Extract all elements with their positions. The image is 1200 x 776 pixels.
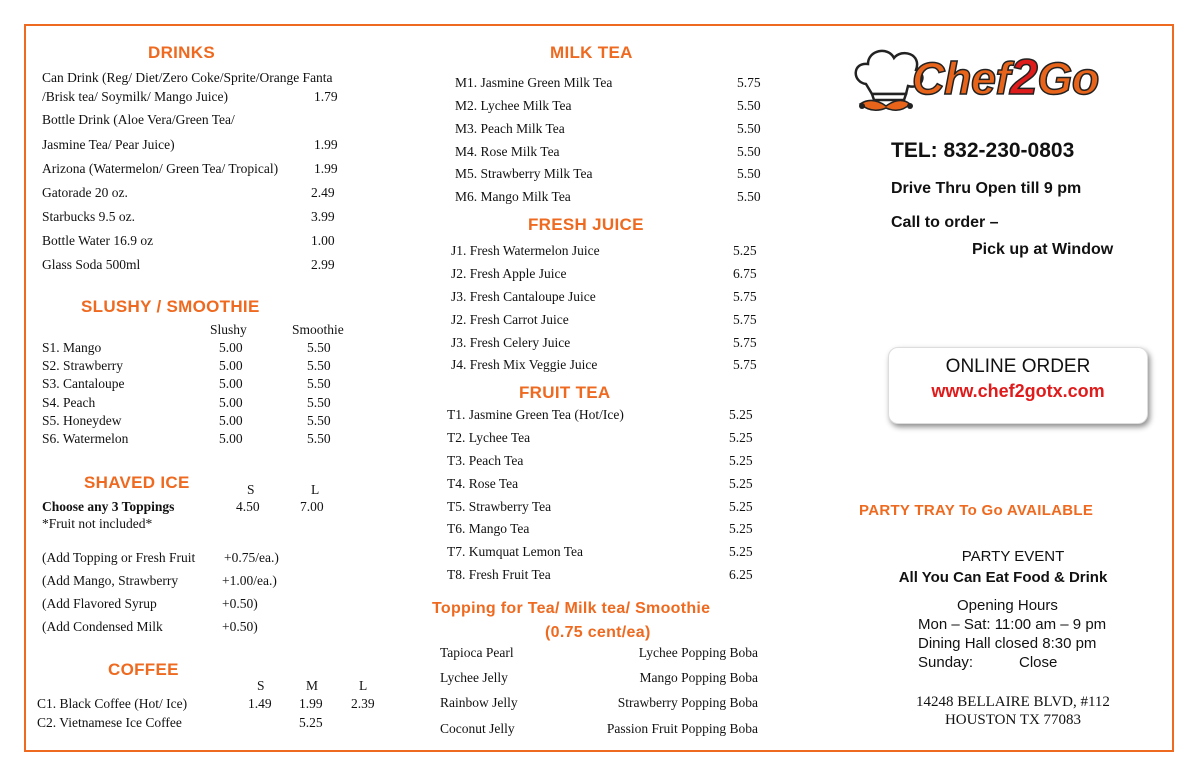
drink-item-price: 3.99 — [311, 209, 335, 224]
sunday-value: Close — [1019, 654, 1058, 671]
slushy-price: 5.00 — [219, 340, 243, 355]
milk-tea-item-price: 5.50 — [737, 98, 761, 113]
sunday-label: Sunday: — [918, 654, 974, 671]
fruit-tea-item-price: 5.25 — [729, 499, 753, 514]
drink-item-name: Bottle Water 16.9 oz — [42, 233, 154, 248]
slushy-item-name: S4. Peach — [42, 395, 96, 410]
fruit-tea-item-name: T7. Kumquat Lemon Tea — [447, 544, 584, 559]
hours-mon-sat: Mon – Sat: 11:00 am – 9 pm — [918, 616, 1107, 633]
addon-name: (Add Mango, Strawberry — [42, 573, 179, 588]
fruit-tea-item-name: T5. Strawberry Tea — [447, 499, 552, 514]
call-to-order: Call to order – — [891, 214, 999, 231]
milk-tea-item-name: M6. Mango Milk Tea — [455, 189, 571, 204]
milk-tea-item-price: 5.50 — [737, 144, 761, 159]
slushy-price: 5.00 — [219, 376, 243, 391]
topping-item: Tapioca Pearl — [440, 645, 514, 660]
choose-toppings: Choose any 3 Toppings — [42, 499, 175, 514]
milk-tea-item-name: M5. Strawberry Milk Tea — [455, 166, 593, 181]
juice-item-name: J1. Fresh Watermelon Juice — [451, 243, 600, 258]
pickup-window: Pick up at Window — [972, 241, 1114, 258]
online-order-title: ONLINE ORDER — [945, 356, 1091, 377]
juice-item-price: 5.25 — [733, 243, 757, 258]
slushy-price: 5.00 — [219, 431, 243, 446]
shaved-price-small: 4.50 — [236, 499, 260, 514]
drink-item-price: 1.00 — [311, 233, 335, 248]
fruit-tea-item-name: T1. Jasmine Green Tea (Hot/Ice) — [447, 407, 624, 422]
size-large-label: L — [359, 678, 368, 693]
smoothie-price: 5.50 — [307, 340, 331, 355]
drink-item-name: Gatorade 20 oz. — [42, 185, 128, 200]
drink-item-price: 2.99 — [311, 257, 335, 272]
topping-item: Coconut Jelly — [440, 721, 515, 736]
coffee-price-medium: 1.99 — [299, 696, 323, 711]
fruit-tea-heading: FRUIT TEA — [519, 383, 611, 402]
topping-heading: Topping for Tea/ Milk tea/ Smoothie — [432, 600, 711, 617]
addon-price: +0.50) — [222, 596, 258, 611]
dining-hall-hours: Dining Hall closed 8:30 pm — [918, 635, 1097, 652]
size-large-label: L — [311, 482, 320, 497]
fruit-tea-item-name: T3. Peach Tea — [447, 453, 524, 468]
juice-item-name: J3. Fresh Cantaloupe Juice — [451, 289, 596, 304]
party-tray-banner: PARTY TRAY To Go AVAILABLE — [859, 502, 1094, 519]
drink-item-name: Can Drink (Reg/ Diet/Zero Coke/Sprite/Orange Fanta — [42, 70, 333, 85]
topping-item: Passion Fruit Popping Boba — [606, 721, 758, 736]
fruit-tea-item-price: 5.25 — [729, 430, 753, 445]
juice-item-name: J2. Fresh Carrot Juice — [451, 312, 569, 327]
topping-price-note: (0.75 cent/ea) — [545, 624, 651, 641]
slushy-price: 5.00 — [219, 358, 243, 373]
logo-word-go: Go — [1037, 53, 1099, 104]
phone-number[interactable]: TEL: 832-230-0803 — [891, 139, 1075, 162]
milk-tea-item-price: 5.50 — [737, 121, 761, 136]
drink-item-name: Bottle Drink (Aloe Vera/Green Tea/ — [42, 112, 235, 127]
fruit-tea-item-price: 5.25 — [729, 453, 753, 468]
drink-item-name: Glass Soda 500ml — [42, 257, 141, 272]
topping-item: Lychee Popping Boba — [638, 645, 758, 660]
milk-tea-heading: MILK TEA — [550, 43, 633, 62]
drinks-heading: DRINKS — [148, 43, 215, 62]
slushy-heading: SLUSHY / SMOOTHIE — [81, 297, 260, 316]
smoothie-price: 5.50 — [307, 358, 331, 373]
milk-tea-item-price: 5.50 — [737, 189, 761, 204]
address-line-2: HOUSTON TX 77083 — [944, 712, 1082, 728]
coffee-heading: COFFEE — [108, 660, 179, 679]
chef2go-logo — [850, 42, 1160, 122]
topping-item: Rainbow Jelly — [440, 695, 518, 710]
slushy-item-name: S2. Strawberry — [42, 358, 123, 373]
coffee-item-name: C1. Black Coffee (Hot/ Ice) — [37, 696, 188, 711]
fruit-tea-item-price: 5.25 — [729, 407, 753, 422]
topping-item: Mango Popping Boba — [639, 670, 758, 685]
smoothie-price: 5.50 — [307, 395, 331, 410]
drink-item-price: 1.99 — [314, 137, 338, 152]
juice-item-price: 6.75 — [733, 266, 757, 281]
opening-hours-title: Opening Hours — [957, 597, 1058, 614]
addon-price: +0.75/ea.) — [224, 550, 279, 565]
website-link[interactable]: www.chef2gotx.com — [931, 381, 1105, 401]
slushy-item-name: S1. Mango — [42, 340, 102, 355]
smoothie-price: 5.50 — [307, 431, 331, 446]
juice-item-price: 5.75 — [733, 357, 757, 372]
all-you-can-eat: All You Can Eat Food & Drink — [898, 569, 1108, 586]
online-order-box[interactable] — [888, 347, 1148, 424]
coffee-price: 5.25 — [299, 715, 323, 730]
fruit-tea-item-price: 5.25 — [729, 476, 753, 491]
smoothie-price: 5.50 — [307, 413, 331, 428]
milk-tea-item-price: 5.50 — [737, 166, 761, 181]
milk-tea-item-name: M4. Rose Milk Tea — [455, 144, 560, 159]
slushy-column-label: Slushy — [210, 322, 247, 337]
juice-item-price: 5.75 — [733, 312, 757, 327]
drink-item-name: /Brisk tea/ Soymilk/ Mango Juice) — [42, 89, 228, 104]
fruit-tea-item-price: 5.25 — [729, 521, 753, 536]
logo-wordmark — [912, 48, 1099, 106]
drink-item-name: Starbucks 9.5 oz. — [42, 209, 135, 224]
juice-item-name: J2. Fresh Apple Juice — [451, 266, 567, 281]
size-small-label: S — [247, 482, 255, 497]
drink-item-name: Arizona (Watermelon/ Green Tea/ Tropical) — [42, 161, 279, 176]
milk-tea-item-price: 5.75 — [737, 75, 761, 90]
milk-tea-item-name: M2. Lychee Milk Tea — [455, 98, 572, 113]
slushy-item-name: S5. Honeydew — [42, 413, 122, 428]
address-line-1: 14248 BELLAIRE BLVD, #112 — [916, 694, 1110, 710]
fruit-tea-item-price: 5.25 — [729, 544, 753, 559]
addon-name: (Add Flavored Syrup — [42, 596, 157, 611]
drink-item-price: 2.49 — [311, 185, 335, 200]
coffee-price-small: 1.49 — [248, 696, 272, 711]
drink-item-price: 1.99 — [314, 161, 338, 176]
fruit-tea-item-name: T8. Fresh Fruit Tea — [447, 567, 551, 582]
fruit-tea-item-name: T2. Lychee Tea — [447, 430, 531, 445]
fruit-tea-item-name: T6. Mango Tea — [447, 521, 530, 536]
juice-item-price: 5.75 — [733, 289, 757, 304]
slushy-price: 5.00 — [219, 413, 243, 428]
drive-thru-hours: Drive Thru Open till 9 pm — [891, 180, 1082, 197]
fruit-tea-item-name: T4. Rose Tea — [447, 476, 519, 491]
shaved-ice-heading: SHAVED ICE — [84, 473, 190, 492]
fruit-tea-item-price: 6.25 — [729, 567, 753, 582]
fruit-note: *Fruit not included* — [42, 516, 153, 531]
milk-tea-item-name: M1. Jasmine Green Milk Tea — [455, 75, 613, 90]
size-medium-label: M — [306, 678, 319, 693]
addon-price: +0.50) — [222, 619, 258, 634]
smoothie-price: 5.50 — [307, 376, 331, 391]
addon-name: (Add Topping or Fresh Fruit — [42, 550, 196, 565]
addon-price: +1.00/ea.) — [222, 573, 277, 588]
party-event: PARTY EVENT — [961, 548, 1065, 565]
logo-word-two: 2 — [1010, 49, 1038, 105]
topping-item: Strawberry Popping Boba — [617, 695, 758, 710]
juice-item-name: J3. Fresh Celery Juice — [451, 335, 571, 350]
logo-word-chef: Chef — [912, 53, 1010, 104]
shaved-price-large: 7.00 — [300, 499, 324, 514]
topping-item: Lychee Jelly — [440, 670, 508, 685]
slushy-price: 5.00 — [219, 395, 243, 410]
milk-tea-item-name: M3. Peach Milk Tea — [455, 121, 565, 136]
slushy-item-name: S3. Cantaloupe — [42, 376, 125, 391]
addon-name: (Add Condensed Milk — [42, 619, 163, 634]
slushy-item-name: S6. Watermelon — [42, 431, 129, 446]
size-small-label: S — [257, 678, 265, 693]
coffee-item-name: C2. Vietnamese Ice Coffee — [37, 715, 182, 730]
juice-item-name: J4. Fresh Mix Veggie Juice — [451, 357, 598, 372]
smoothie-column-label: Smoothie — [292, 322, 344, 337]
drink-item-price: 1.79 — [314, 89, 338, 104]
juice-item-price: 5.75 — [733, 335, 757, 350]
fresh-juice-heading: FRESH JUICE — [528, 215, 644, 234]
drink-item-name: Jasmine Tea/ Pear Juice) — [42, 137, 175, 152]
coffee-price-large: 2.39 — [351, 696, 375, 711]
